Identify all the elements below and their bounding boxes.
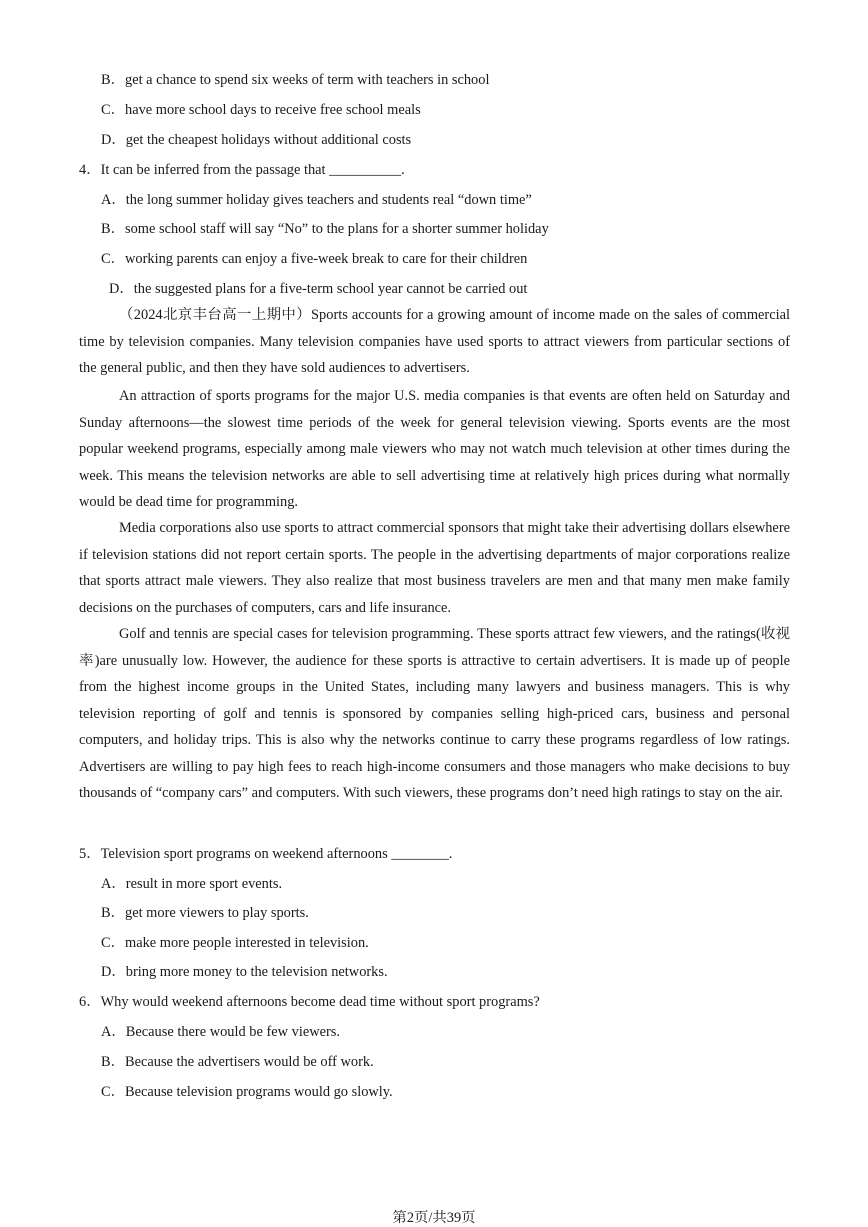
page-number-footer: 第2页/共39页 (392, 1210, 476, 1226)
option-text: Because television programs would go slowly. (125, 1084, 393, 1100)
q5-option-a (101, 872, 282, 893)
passage-paragraph-4: Golf and tennis are special cases for television programming. These sports attract few viewers, and the ratings(收视率)are unusually low. However, the audience for these sports is attractive to certain advertisers. It is made up of people from the highest income groups in the United States, including many lawyers and business managers. This is why television reporting of golf and tennis is sponsored by companies selling high-priced cars, business and personal computers, and holiday trips. This is also why the networks continue to carry these programs regardless of low ratings. Advertisers are willing to pay high fees to reach high-income consumers and those managers who make decisions to buy thousands of “company cars” and computers. With such viewers, these programs don’t need high ratings to stay on the air. (79, 626, 790, 801)
option-label: B． (101, 72, 125, 88)
q3-option-b (101, 68, 489, 89)
q4-option-d (109, 277, 527, 298)
option-text: the long summer holiday gives teachers and students real “down time” (125, 192, 532, 208)
option-label: C． (101, 1084, 125, 1100)
option-text: Because the advertisers would be off work. (125, 1054, 374, 1070)
passage-paragraph-3: Media corporations also use sports to attract commercial sponsors that might take their advertising dollars elsewhere if television stations did not report certain sports. The people in the advertising departments of major corporations realize that sports attract male viewers. They also realize that most business travelers are men and that many men make family decisions on the purchases of computers, cars and life insurance. (79, 520, 790, 616)
q5-option-b (101, 901, 309, 922)
option-label: D． (101, 964, 126, 980)
q4-option-a (101, 188, 532, 209)
option-label: A． (101, 192, 126, 208)
option-text: get a chance to spend six weeks of term with teachers in school (125, 72, 490, 88)
q6-option-b (101, 1050, 374, 1071)
q6-option-c (101, 1080, 393, 1101)
option-text: working parents can enjoy a five-week break to care for their children (125, 251, 528, 267)
option-text: the suggested plans for a five-term school year cannot be carried out (133, 281, 528, 297)
q6-stem: 6．Why would weekend afternoons become dead time without sport programs? (79, 994, 540, 1010)
q4-option-b (101, 217, 549, 238)
q5-option-c (101, 931, 369, 952)
passage-paragraph-1 (79, 302, 790, 382)
option-text: make more people interested in television. (125, 935, 369, 951)
option-label: C． (101, 251, 125, 267)
option-label: D． (101, 132, 126, 148)
passage-paragraph-2: An attraction of sports programs for the major U.S. media companies is that events are often held on Saturday and Sunday afternoons—the slowest time periods of the week for general television viewing. Sports events are the most popular weekend programs, especially among male viewers who may not watch much television at other times during the week. This means the television networks are able to sell advertising time at relatively high prices during what normally would be dead time for programming. (79, 388, 790, 510)
option-label: A． (101, 876, 126, 892)
option-label: B． (101, 221, 125, 237)
q3-option-d (101, 128, 411, 149)
option-text: get the cheapest holidays without additional costs (125, 132, 412, 148)
option-text: Because there would be few viewers. (125, 1024, 340, 1040)
option-text: result in more sport events. (125, 876, 283, 892)
q3-option-c (101, 98, 421, 119)
paragraph-text: Sports accounts for a growing amount of income made on the sales of commercial time by television companies. Many television companies have used sports to attract viewers from particular sections of the general public, and then they have sold audiences to advertisers. (79, 307, 790, 376)
option-label: B． (101, 905, 125, 921)
option-label: A． (101, 1024, 126, 1040)
option-label: C． (101, 935, 125, 951)
option-text: get more viewers to play sports. (125, 905, 309, 921)
option-label: C． (101, 102, 125, 118)
q4-stem: 4．It can be inferred from the passage that __________. (79, 162, 405, 178)
option-text: bring more money to the television networks. (125, 964, 388, 980)
q4-option-c (101, 247, 527, 268)
passage-source: （2024北京丰台高一上期中） (119, 307, 312, 323)
option-text: have more school days to receive free school meals (125, 102, 421, 118)
q6-option-a (101, 1020, 340, 1041)
q5-stem: 5．Television sport programs on weekend afternoons ________. (79, 846, 453, 862)
q5-option-d (101, 960, 388, 981)
option-label: B． (101, 1054, 125, 1070)
option-text: some school staff will say “No” to the plans for a shorter summer holiday (125, 221, 549, 237)
option-label: D． (109, 281, 134, 297)
